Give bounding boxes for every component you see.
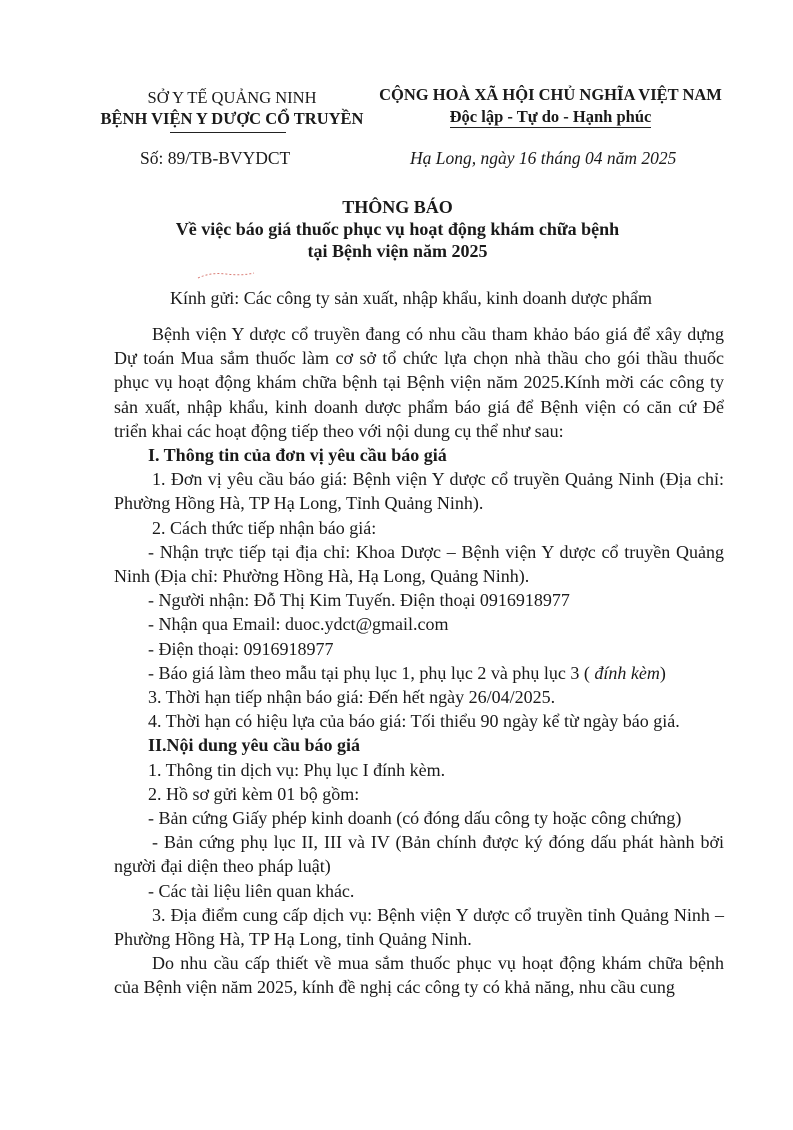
item-2e-text: - Báo giá làm theo mẫu tại phụ lục 1, phụ lục 2 và phụ lục 3 ( [148,662,595,683]
section1-item-2b: - Người nhận: Đỗ Thị Kim Tuyến. Điện thoại 0916918977 [148,590,570,611]
national-motto [378,106,723,128]
section1-item-3: 3. Thời hạn tiếp nhận báo giá: Đến hết ngày 26/04/2025. [148,687,556,708]
section2-item-2b: - Bản cứng phụ lục II, III và IV (Bản chính được ký đóng dấu phát hành bởi người đại diện theo pháp luật) [114,832,724,877]
section-heading-1: I. Thông tin của đơn vị yêu cầu báo giá [148,445,447,466]
section2-item-2c: - Các tài liệu liên quan khác. [148,880,355,901]
section1-item-2a: - Nhận trực tiếp tại địa chỉ: Khoa Dược – Bệnh viện Y dược cổ truyền Quảng Ninh (Địa chỉ: Phường Hồng Hà, Hạ Long, Quảng Ninh). [114,541,724,587]
doc-subject-line1: Về việc báo giá thuốc phục vụ hoạt động khám chữa bệnh [175,219,620,239]
org-name: BỆNH VIỆN Y DƯỢC CỔ TRUYỀN [100,109,364,128]
section1-item-2c: - Nhận qua Email: duoc.ydct@gmail.com [148,614,449,635]
motto-text: Độc lập - Tự do - Hạnh phúc [449,107,652,126]
attached-note: đính kèm [594,662,660,683]
recipient-line: Kính gửi: Các công ty sản xuất, nhập khẩu, kinh doanh dược phẩm [170,288,652,308]
item-2e-close: ) [659,662,666,683]
section2-item-1: 1. Thông tin dịch vụ: Phụ lục I đính kèm. [148,759,446,780]
section1-item-2d: - Điện thoại: 0916918977 [148,638,334,659]
doc-subject-line2: tại Bệnh viện năm 2025 [307,241,488,261]
parent-org: SỞ Y TẾ QUẢNG NINH [147,88,317,107]
document-date: Hạ Long, ngày 16 tháng 04 năm 2025 [410,148,677,168]
section1-item-1: 1. Đơn vị yêu cầu báo giá: Bệnh viện Y dược cổ truyền Quảng Ninh (Địa chỉ: Phường Hồng Hà, TP Hạ Long, Tỉnh Quảng Ninh). [114,469,724,514]
section1-item-2e [114,661,724,685]
section-heading-2: II.Nội dung yêu cầu báo giá [148,735,361,756]
nation-title: CỘNG HOÀ XÃ HỘI CHỦ NGHĨA VIỆT NAM [379,85,722,104]
document-number: Số: 89/TB-BVYDCT [140,148,291,168]
closing-paragraph: Do nhu cầu cấp thiết về mua sắm thuốc phục vụ hoạt động khám chữa bệnh của Bệnh viện năm 2025, kính đề nghị các công ty có khả năng, nhu cầu cung [114,953,724,998]
section2-item-2: 2. Hồ sơ gửi kèm 01 bộ gồm: [148,783,360,804]
section2-item-3: 3. Địa điểm cung cấp dịch vụ: Bệnh viện Y dược cổ truyền tỉnh Quảng Ninh – Phường Hồng Hà, TP Hạ Long, tỉnh Quảng Ninh. [114,904,724,950]
national-header-block [378,84,723,128]
intro-paragraph: Bệnh viện Y dược cổ truyền đang có nhu cầu tham khảo báo giá để xây dựng Dự toán Mua sắm thuốc làm cơ sở tổ chức lựa chọn nhà thầu cho gói thầu thuốc phục vụ hoạt động khám chữa bệnh tại Bệnh viện năm 2025.Kính mời các công ty sản xuất, nhập khẩu, kinh doanh dược phẩm báo giá để Bệnh viện có căn cứ Để triển khai các hoạt động tiếp theo với nội dung cụ thể như sau: [114,324,724,441]
section1-item-4: 4. Thời hạn có hiệu lựa của báo giá: Tối thiểu 90 ngày kể từ ngày báo giá. [148,711,680,732]
document-body [114,322,724,1000]
section2-item-2a: - Bản cứng Giấy phép kinh doanh (có đóng dấu công ty hoặc công chứng) [148,808,682,829]
stamp-trace-icon [196,270,256,280]
issuing-org-block [82,88,382,130]
doc-title: THÔNG BÁO [342,197,453,217]
section1-item-2: 2. Cách thức tiếp nhận báo giá: [152,517,377,538]
org-underline [170,132,286,133]
